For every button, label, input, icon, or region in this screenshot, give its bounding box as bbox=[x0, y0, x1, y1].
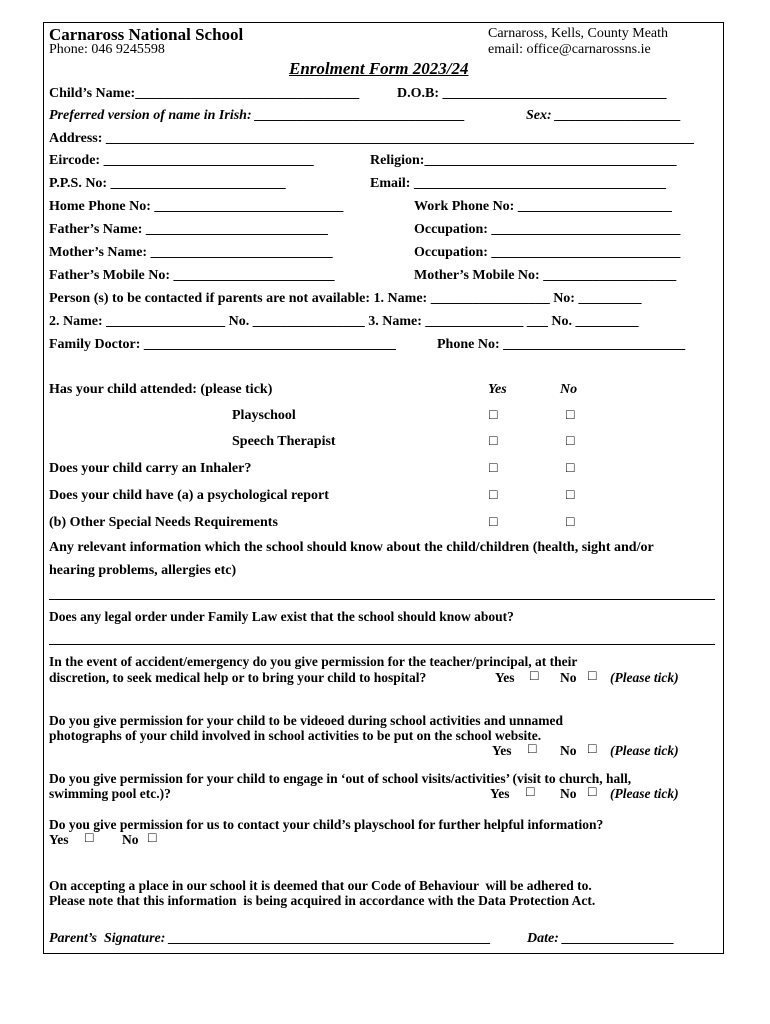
parent-signature-field[interactable]: Parent’s Signature: ______________________________________________ bbox=[49, 931, 491, 946]
address-field[interactable]: Address: ____________________________________________________________________________________ bbox=[49, 132, 694, 146]
home-phone-field[interactable]: Home Phone No: ___________________________ bbox=[49, 199, 344, 214]
work-phone-field[interactable]: Work Phone No: ______________________ bbox=[414, 199, 672, 214]
inhaler-no-checkbox[interactable]: □ bbox=[566, 461, 575, 476]
emergency-yes-label: Yes bbox=[495, 670, 515, 685]
relevant-info-question-cont: hearing problems, allergies etc) bbox=[49, 563, 237, 578]
video-permission-text-cont: photographs of your child involved in school activities to be put on the school website. bbox=[49, 728, 542, 743]
data-protection-text: Please note that this information is being acquired in accordance with the Data Protection Act. bbox=[49, 893, 596, 908]
psych-report-no-checkbox[interactable]: □ bbox=[566, 488, 575, 503]
emergency-no-checkbox[interactable]: □ bbox=[588, 669, 597, 684]
video-no-checkbox[interactable]: □ bbox=[588, 742, 597, 757]
mother-name-field[interactable]: Mother’s Name: __________________________ bbox=[49, 245, 333, 260]
emergency-contacts-line2[interactable]: 2. Name: _________________ No. ________________ 3. Name: ______________ ___ No. _________ bbox=[49, 315, 639, 329]
father-occupation-field[interactable]: Occupation: ___________________________ bbox=[414, 222, 681, 237]
emergency-permission-text: In the event of accident/emergency do you give permission for the teacher/principal, at their bbox=[49, 654, 578, 669]
playschool-contact-yes-label: Yes bbox=[49, 832, 69, 847]
family-doctor-field[interactable]: Family Doctor: ____________________________________ bbox=[49, 337, 396, 352]
sex-field[interactable]: Sex: __________________ bbox=[526, 108, 682, 123]
irish-name-field[interactable]: Preferred version of name in Irish: ______________________________ bbox=[49, 108, 466, 123]
emergency-no-label: No bbox=[560, 670, 577, 685]
no-column-header: No bbox=[560, 382, 578, 397]
relevant-info-answer-line[interactable] bbox=[49, 599, 715, 600]
outings-yes-checkbox[interactable]: □ bbox=[526, 785, 535, 800]
playschool-no-checkbox[interactable]: □ bbox=[566, 408, 575, 423]
speech-therapist-yes-checkbox[interactable]: □ bbox=[489, 434, 498, 449]
inhaler-yes-checkbox[interactable]: □ bbox=[489, 461, 498, 476]
school-address: Carnaross, Kells, County Meath bbox=[488, 26, 669, 41]
checklist-row-speech-therapist: Speech Therapist bbox=[232, 434, 336, 449]
video-please-tick: (Please tick) bbox=[610, 743, 679, 758]
checklist-row-psych-report: Does your child have (a) a psychological report bbox=[49, 488, 329, 503]
emergency-please-tick: (Please tick) bbox=[610, 670, 679, 685]
attended-question: Has your child attended: (please tick) bbox=[49, 382, 273, 397]
playschool-contact-yes-checkbox[interactable]: □ bbox=[85, 831, 94, 846]
checklist-row-inhaler: Does your child carry an Inhaler? bbox=[49, 461, 252, 476]
yes-column-header: Yes bbox=[488, 382, 507, 397]
school-email: email: office@carnarossns.ie bbox=[488, 42, 651, 57]
checklist-row-playschool: Playschool bbox=[232, 408, 296, 423]
playschool-yes-checkbox[interactable]: □ bbox=[489, 408, 498, 423]
playschool-contact-no-label: No bbox=[122, 832, 139, 847]
video-yes-label: Yes bbox=[492, 743, 512, 758]
emergency-contacts-line1[interactable]: Person (s) to be contacted if parents are not available: 1. Name: _________________ No: _________ bbox=[49, 292, 642, 306]
father-mobile-field[interactable]: Father’s Mobile No: _______________________ bbox=[49, 268, 335, 283]
school-name: Carnaross National School bbox=[49, 25, 244, 44]
video-no-label: No bbox=[560, 743, 577, 758]
childs-name-field[interactable]: Child’s Name:________________________________ bbox=[49, 86, 360, 101]
school-phone: Phone: 046 9245598 bbox=[49, 42, 165, 57]
doctor-phone-field[interactable]: Phone No: __________________________ bbox=[437, 337, 686, 352]
psych-report-yes-checkbox[interactable]: □ bbox=[489, 488, 498, 503]
email-field[interactable]: Email: ____________________________________ bbox=[370, 176, 666, 191]
outings-no-label: No bbox=[560, 786, 577, 801]
emergency-permission-text-cont: discretion, to seek medical help or to bring your child to hospital? bbox=[49, 670, 427, 685]
outings-permission-text-cont: swimming pool etc.)? bbox=[49, 786, 171, 801]
legal-order-question: Does any legal order under Family Law exist that the school should know about? bbox=[49, 609, 514, 624]
special-needs-no-checkbox[interactable]: □ bbox=[566, 515, 575, 530]
mother-occupation-field[interactable]: Occupation: ___________________________ bbox=[414, 245, 681, 260]
dob-field[interactable]: D.O.B: ________________________________ bbox=[397, 86, 667, 101]
religion-field[interactable]: Religion:____________________________________ bbox=[370, 153, 677, 168]
video-yes-checkbox[interactable]: □ bbox=[528, 742, 537, 757]
outings-yes-label: Yes bbox=[490, 786, 510, 801]
code-of-behaviour-text: On accepting a place in our school it is deemed that our Code of Behaviour will be adhered to. bbox=[49, 878, 592, 893]
mother-mobile-field[interactable]: Mother’s Mobile No: ___________________ bbox=[414, 268, 677, 283]
outings-no-checkbox[interactable]: □ bbox=[588, 785, 597, 800]
date-field[interactable]: Date: ________________ bbox=[527, 931, 675, 946]
special-needs-yes-checkbox[interactable]: □ bbox=[489, 515, 498, 530]
playschool-contact-no-checkbox[interactable]: □ bbox=[148, 831, 157, 846]
playschool-contact-text: Do you give permission for us to contact your child’s playschool for further helpful information? bbox=[49, 817, 604, 832]
emergency-yes-checkbox[interactable]: □ bbox=[530, 669, 539, 684]
speech-therapist-no-checkbox[interactable]: □ bbox=[566, 434, 575, 449]
checklist-row-special-needs: (b) Other Special Needs Requirements bbox=[49, 515, 278, 530]
legal-order-answer-line[interactable] bbox=[49, 644, 715, 645]
video-permission-text: Do you give permission for your child to be videoed during school activities and unnamed bbox=[49, 713, 564, 728]
outings-please-tick: (Please tick) bbox=[610, 786, 679, 801]
outings-permission-text: Do you give permission for your child to engage in ‘out of school visits/activities’ (visit to church, hall, bbox=[49, 772, 632, 786]
relevant-info-question: Any relevant information which the school should know about the child/children (health, sight and/or bbox=[49, 541, 654, 555]
father-name-field[interactable]: Father’s Name: __________________________ bbox=[49, 222, 328, 237]
form-title: Enrolment Form 2023/24 bbox=[289, 59, 469, 78]
pps-field[interactable]: P.P.S. No: _________________________ bbox=[49, 176, 286, 191]
eircode-field[interactable]: Eircode: ______________________________ bbox=[49, 153, 314, 168]
